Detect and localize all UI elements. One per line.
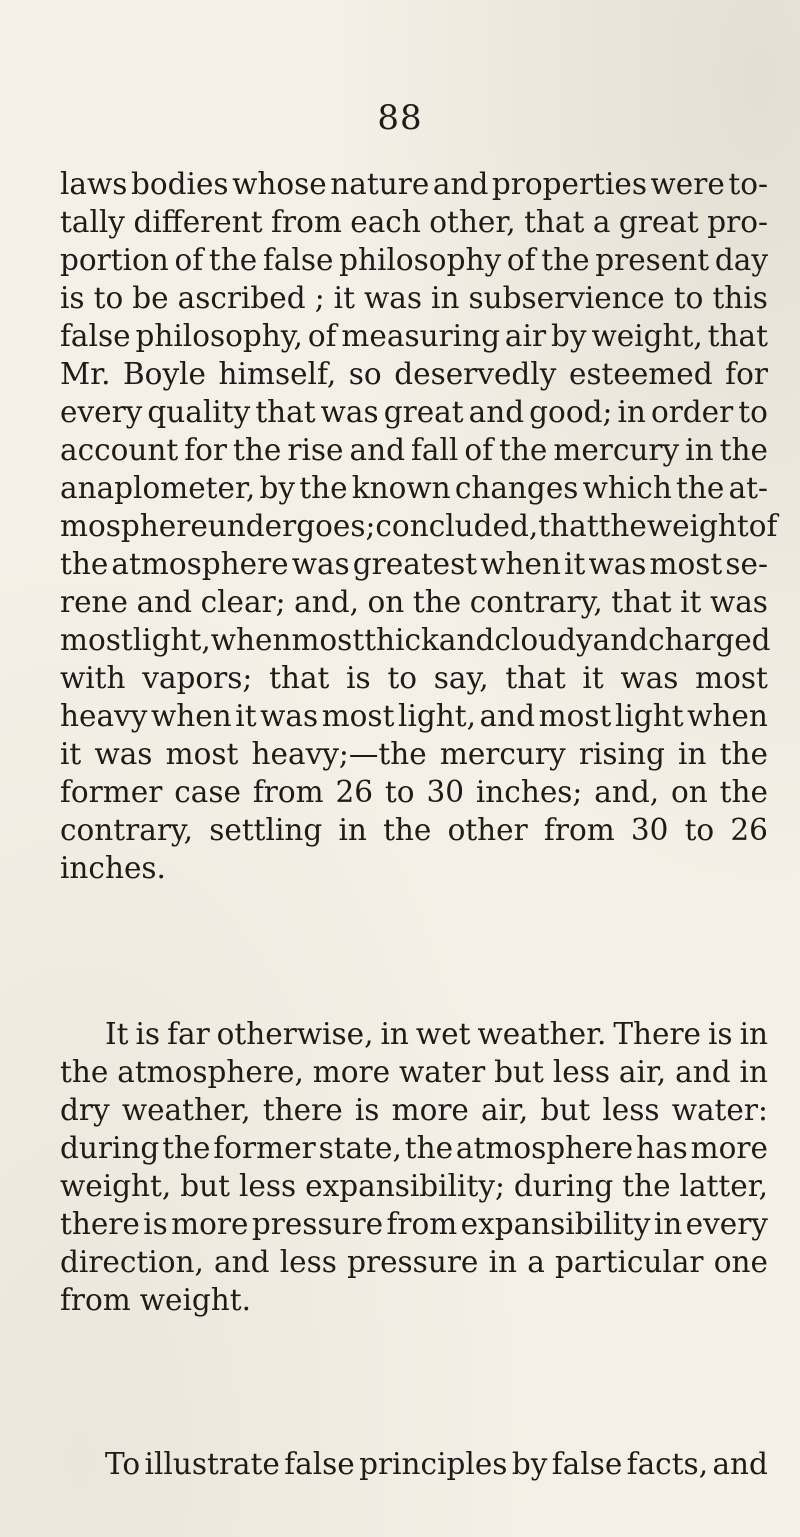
text-line: former case from 26 to 30 inches; and, on the [60,775,768,809]
text-line: weight, but less expansibility; during the latter, [60,1169,768,1203]
text-line: inches. [60,851,166,885]
text-line: direction, and less pressure in a particular one [60,1245,768,1279]
paragraph-2 [60,1015,768,1319]
text-line: it was most heavy;—the mercury rising in the [60,737,768,771]
text-line: the atmosphere was greatest when it was most se- [60,547,768,581]
paragraph-3 [60,1445,768,1483]
text-line: portion of the false philosophy of the present day [60,243,768,277]
text-line: rene and clear; and, on the contrary, that it was [60,585,768,619]
page-number: 88 [377,98,423,138]
text-line: the atmosphere, more water but less air, and in [60,1055,768,1089]
text-line: Mr. Boyle himself, so deservedly esteemed for [60,357,768,391]
text-line: every quality that was great and good; in order to [60,395,768,429]
text-line: contrary, settling in the other from 30 to 26 [60,813,768,847]
text-line: anaplometer, by the known changes which the at- [60,471,768,505]
text-line: tally different from each other, that a great pro- [60,205,768,239]
text-line: from weight. [60,1283,252,1317]
text-line: account for the rise and fall of the mercury in the [60,433,768,467]
text-line: most light, when most thick and cloudy and charged [60,623,771,657]
text-line: there is more pressure from expansibility in every [60,1207,768,1241]
text-line: To illustrate false principles by false facts, and [105,1447,768,1481]
text-line: heavy when it was most light, and most light when [60,699,768,733]
paragraph-1 [60,165,778,887]
text-line: mosphere undergoes; concluded, that the weight of [60,509,778,543]
text-line: is to be ascribed ; it was in subservience to this [60,281,768,315]
text-line: laws bodies whose nature and properties were to- [60,167,768,201]
text-line: with vapors; that is to say, that it was most [60,661,768,695]
text-line: during the former state, the atmosphere has more [60,1131,768,1165]
text-line: dry weather, there is more air, but less water: [60,1093,768,1127]
text-line: false philosophy, of measuring air by weight, that [60,319,768,353]
text-line: It is far otherwise, in wet weather. There is in [105,1017,768,1051]
